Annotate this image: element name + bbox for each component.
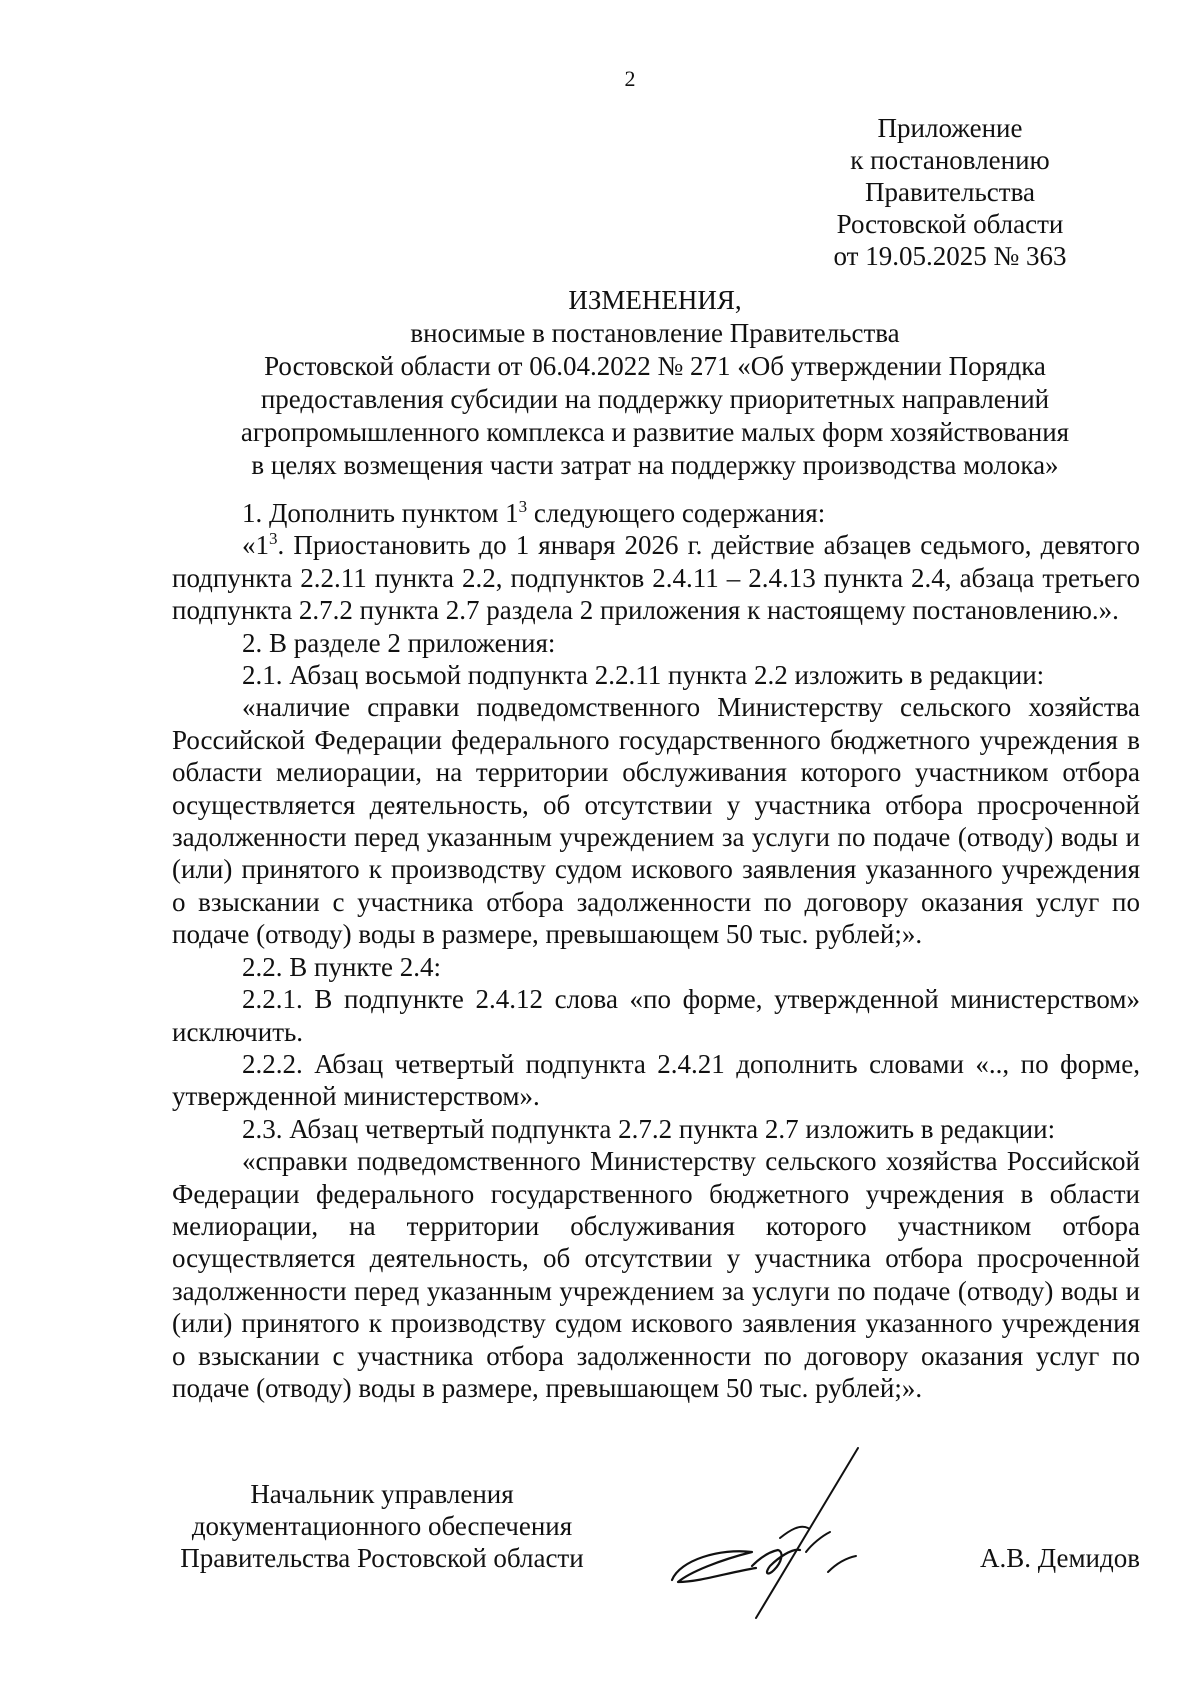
handwritten-signature <box>660 1440 920 1630</box>
title-line: агропромышленного комплекса и развитие малых форм хозяйствования <box>240 417 1070 447</box>
paragraph-2 <box>172 529 1140 626</box>
superscript: 3 <box>269 529 278 549</box>
paragraph-text: . Приостановить до 1 января 2026 г. действие абзацев седьмого, девятого подпункта 2.2.11 пункта 2.2, подпунктов 2.4.11 – 2.4.13 пункта 2.4, абзаца третьего подпункта 2.7.2 пункта 2.7 раздела 2 приложения к настоящему постановлению.». <box>172 530 1140 626</box>
position-line: документационного обеспечения <box>191 1511 573 1541</box>
document-title <box>170 284 1140 482</box>
paragraph-7: 2.2.1. В подпункте 2.4.12 слова «по форме, утвержденной министерством» исключить. <box>172 984 1140 1047</box>
title-line: вносимые в постановление Правительства <box>410 318 900 348</box>
position-line: Начальник управления <box>250 1479 514 1509</box>
paragraph-5: «наличие справки подведомственного Министерству сельского хозяйства Российской Федерации федерального государственного бюджетного учреждения в области мелиорации, на территории обслуживания которого участником отбора осуществляется деятельность, об отсутствии у участника отбора просроченной задолженности перед указанным учреждением за услуги по подаче (отводу) воды и (или) принятого к производству судом искового заявления указанного учреждения о взыскании с участника отбора задолженности по договору оказания услуг по подаче (отводу) воды в размере, превышающем 50 тыс. рублей;». <box>172 692 1140 950</box>
page-number: 2 <box>624 66 636 91</box>
position-line: Правительства Ростовской области <box>180 1543 584 1573</box>
appendix-line: к постановлению <box>850 145 1050 175</box>
paragraph-10: «справки подведомственного Министерству сельского хозяйства Российской Федерации федерального государственного бюджетного учреждения в области мелиорации, на территории обслуживания которого участником отбора осуществляется деятельность, об отсутствии у участника отбора просроченной задолженности перед указанным учреждением за услуги по подаче (отводу) воды и (или) принятого к производству судом искового заявления указанного учреждения о взыскании с участника отбора задолженности по договору оказания услуг по подаче (отводу) воды в размере, превышающем 50 тыс. рублей;». <box>172 1146 1140 1403</box>
document-body <box>172 497 1140 1404</box>
signatory-name: А.В. Демидов <box>979 1543 1140 1573</box>
paragraph-text: следующего содержания: <box>527 498 826 528</box>
paragraph-text: «1 <box>242 530 269 561</box>
paragraph-4: 2.1. Абзац восьмой подпункта 2.2.11 пункта 2.2 изложить в редакции: <box>242 660 1045 691</box>
paragraph-8: 2.2.2. Абзац четвертый подпункта 2.4.21 дополнить словами «.., по форме, утвержденной министерством». <box>172 1048 1140 1112</box>
title-line: Ростовской области от 06.04.2022 № 271 «Об утверждении Порядка <box>264 351 1046 381</box>
title-line: в целях возмещения части затрат на поддержку производства молока» <box>251 450 1059 480</box>
appendix-line: Ростовской области <box>836 209 1064 239</box>
title-heading: ИЗМЕНЕНИЯ, <box>568 285 742 315</box>
paragraph-6: 2.2. В пункте 2.4: <box>242 951 441 982</box>
signatory-position <box>172 1478 592 1574</box>
appendix-header <box>820 112 1080 272</box>
appendix-line: Приложение <box>877 113 1023 143</box>
paragraph-text: 1. Дополнить пунктом 1 <box>242 498 519 528</box>
title-line: предоставления субсидии на поддержку приоритетных направлений <box>260 384 1050 414</box>
appendix-line: Правительства <box>865 177 1035 207</box>
superscript: 3 <box>518 497 528 516</box>
paragraph-1 <box>172 497 1140 529</box>
appendix-line: от 19.05.2025 № 363 <box>833 241 1067 271</box>
paragraph-3: 2. В разделе 2 приложения: <box>242 627 556 658</box>
paragraph-9: 2.3. Абзац четвертый подпункта 2.7.2 пункта 2.7 изложить в редакции: <box>242 1113 1056 1144</box>
